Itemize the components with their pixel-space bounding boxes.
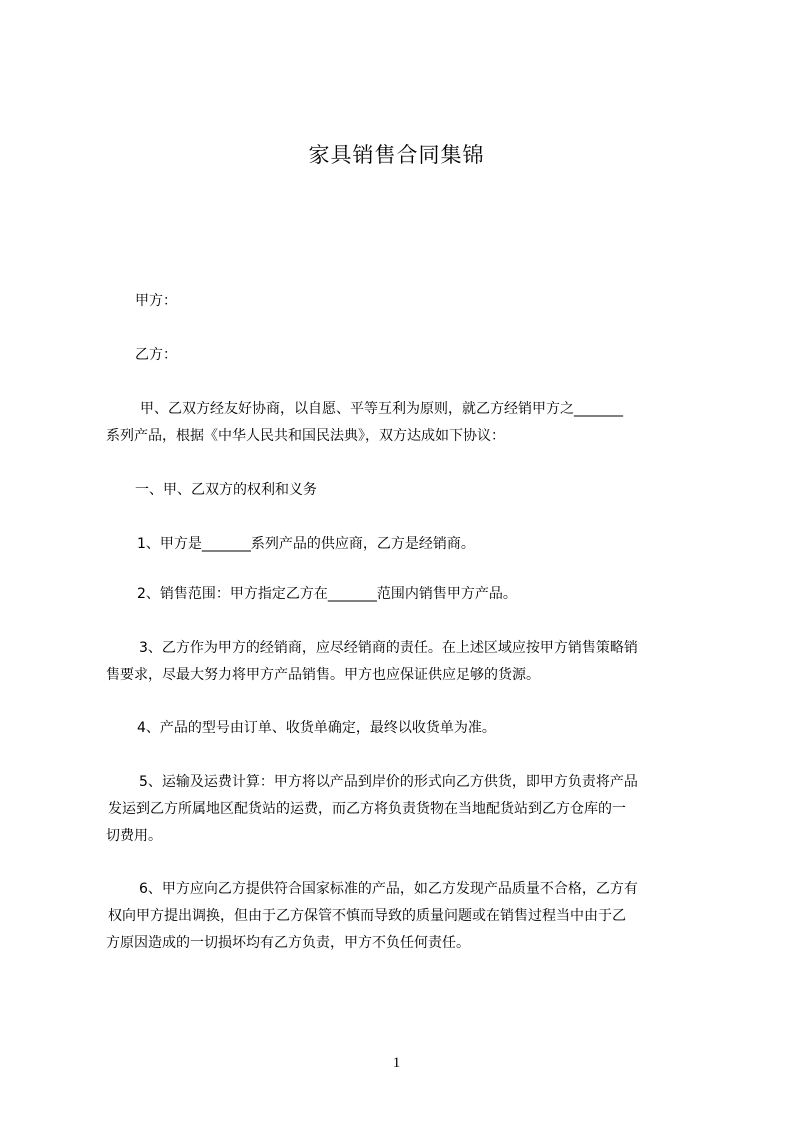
intro-line-1: 甲、乙双方经友好协商，以自愿、平等互利为原则，就乙方经销甲方之_______	[140, 401, 623, 417]
clause-6-line-3: 方原因造成的一切损坏均有乙方负责，甲方不负任何责任。	[106, 935, 470, 951]
party-b-line: 乙方：	[135, 347, 177, 363]
page-title: 家具销售合同集锦	[308, 143, 485, 167]
section-1-heading: 一、甲、乙双方的权利和义务	[135, 482, 317, 498]
clause-5-line-2: 发运到乙方所属地区配货站的运费，而乙方将负责货物在当地配货站到乙方仓库的一	[108, 801, 626, 817]
clause-5-line-3: 切费用。	[106, 828, 162, 844]
clause-4: 4、产品的型号由订单、收货单确定，最终以收货单为准。	[137, 720, 496, 736]
party-a-line: 甲方：	[135, 293, 177, 309]
intro-line-2: 系列产品，根据《中华人民共和国民法典》，双方达成如下协议：	[106, 428, 505, 444]
clause-5-line-1: 5、运输及运费计算：甲方将以产品到岸价的形式向乙方供货，即甲方负责将产品	[139, 774, 638, 790]
clause-1: 1、甲方是_______系列产品的供应商，乙方是经销商。	[137, 536, 475, 552]
clause-3-line-2: 售要求，尽最大努力将甲方产品销售。甲方也应保证供应足够的货源。	[106, 667, 540, 683]
page-number: 1	[392, 1055, 401, 1071]
clause-6-line-2: 权向甲方提出调换，但由于乙方保管不慎而导致的质量问题或在销售过程当中由于乙	[108, 908, 626, 924]
clause-6-line-1: 6、甲方应向乙方提供符合国家标准的产品，如乙方发现产品质量不合格，乙方有	[139, 881, 638, 897]
clause-2: 2、销售范围：甲方指定乙方在_______范围内销售甲方产品。	[137, 586, 517, 602]
clause-3-line-1: 3、乙方作为甲方的经销商，应尽经销商的责任。在上述区域应按甲方销售策略销	[139, 640, 638, 656]
